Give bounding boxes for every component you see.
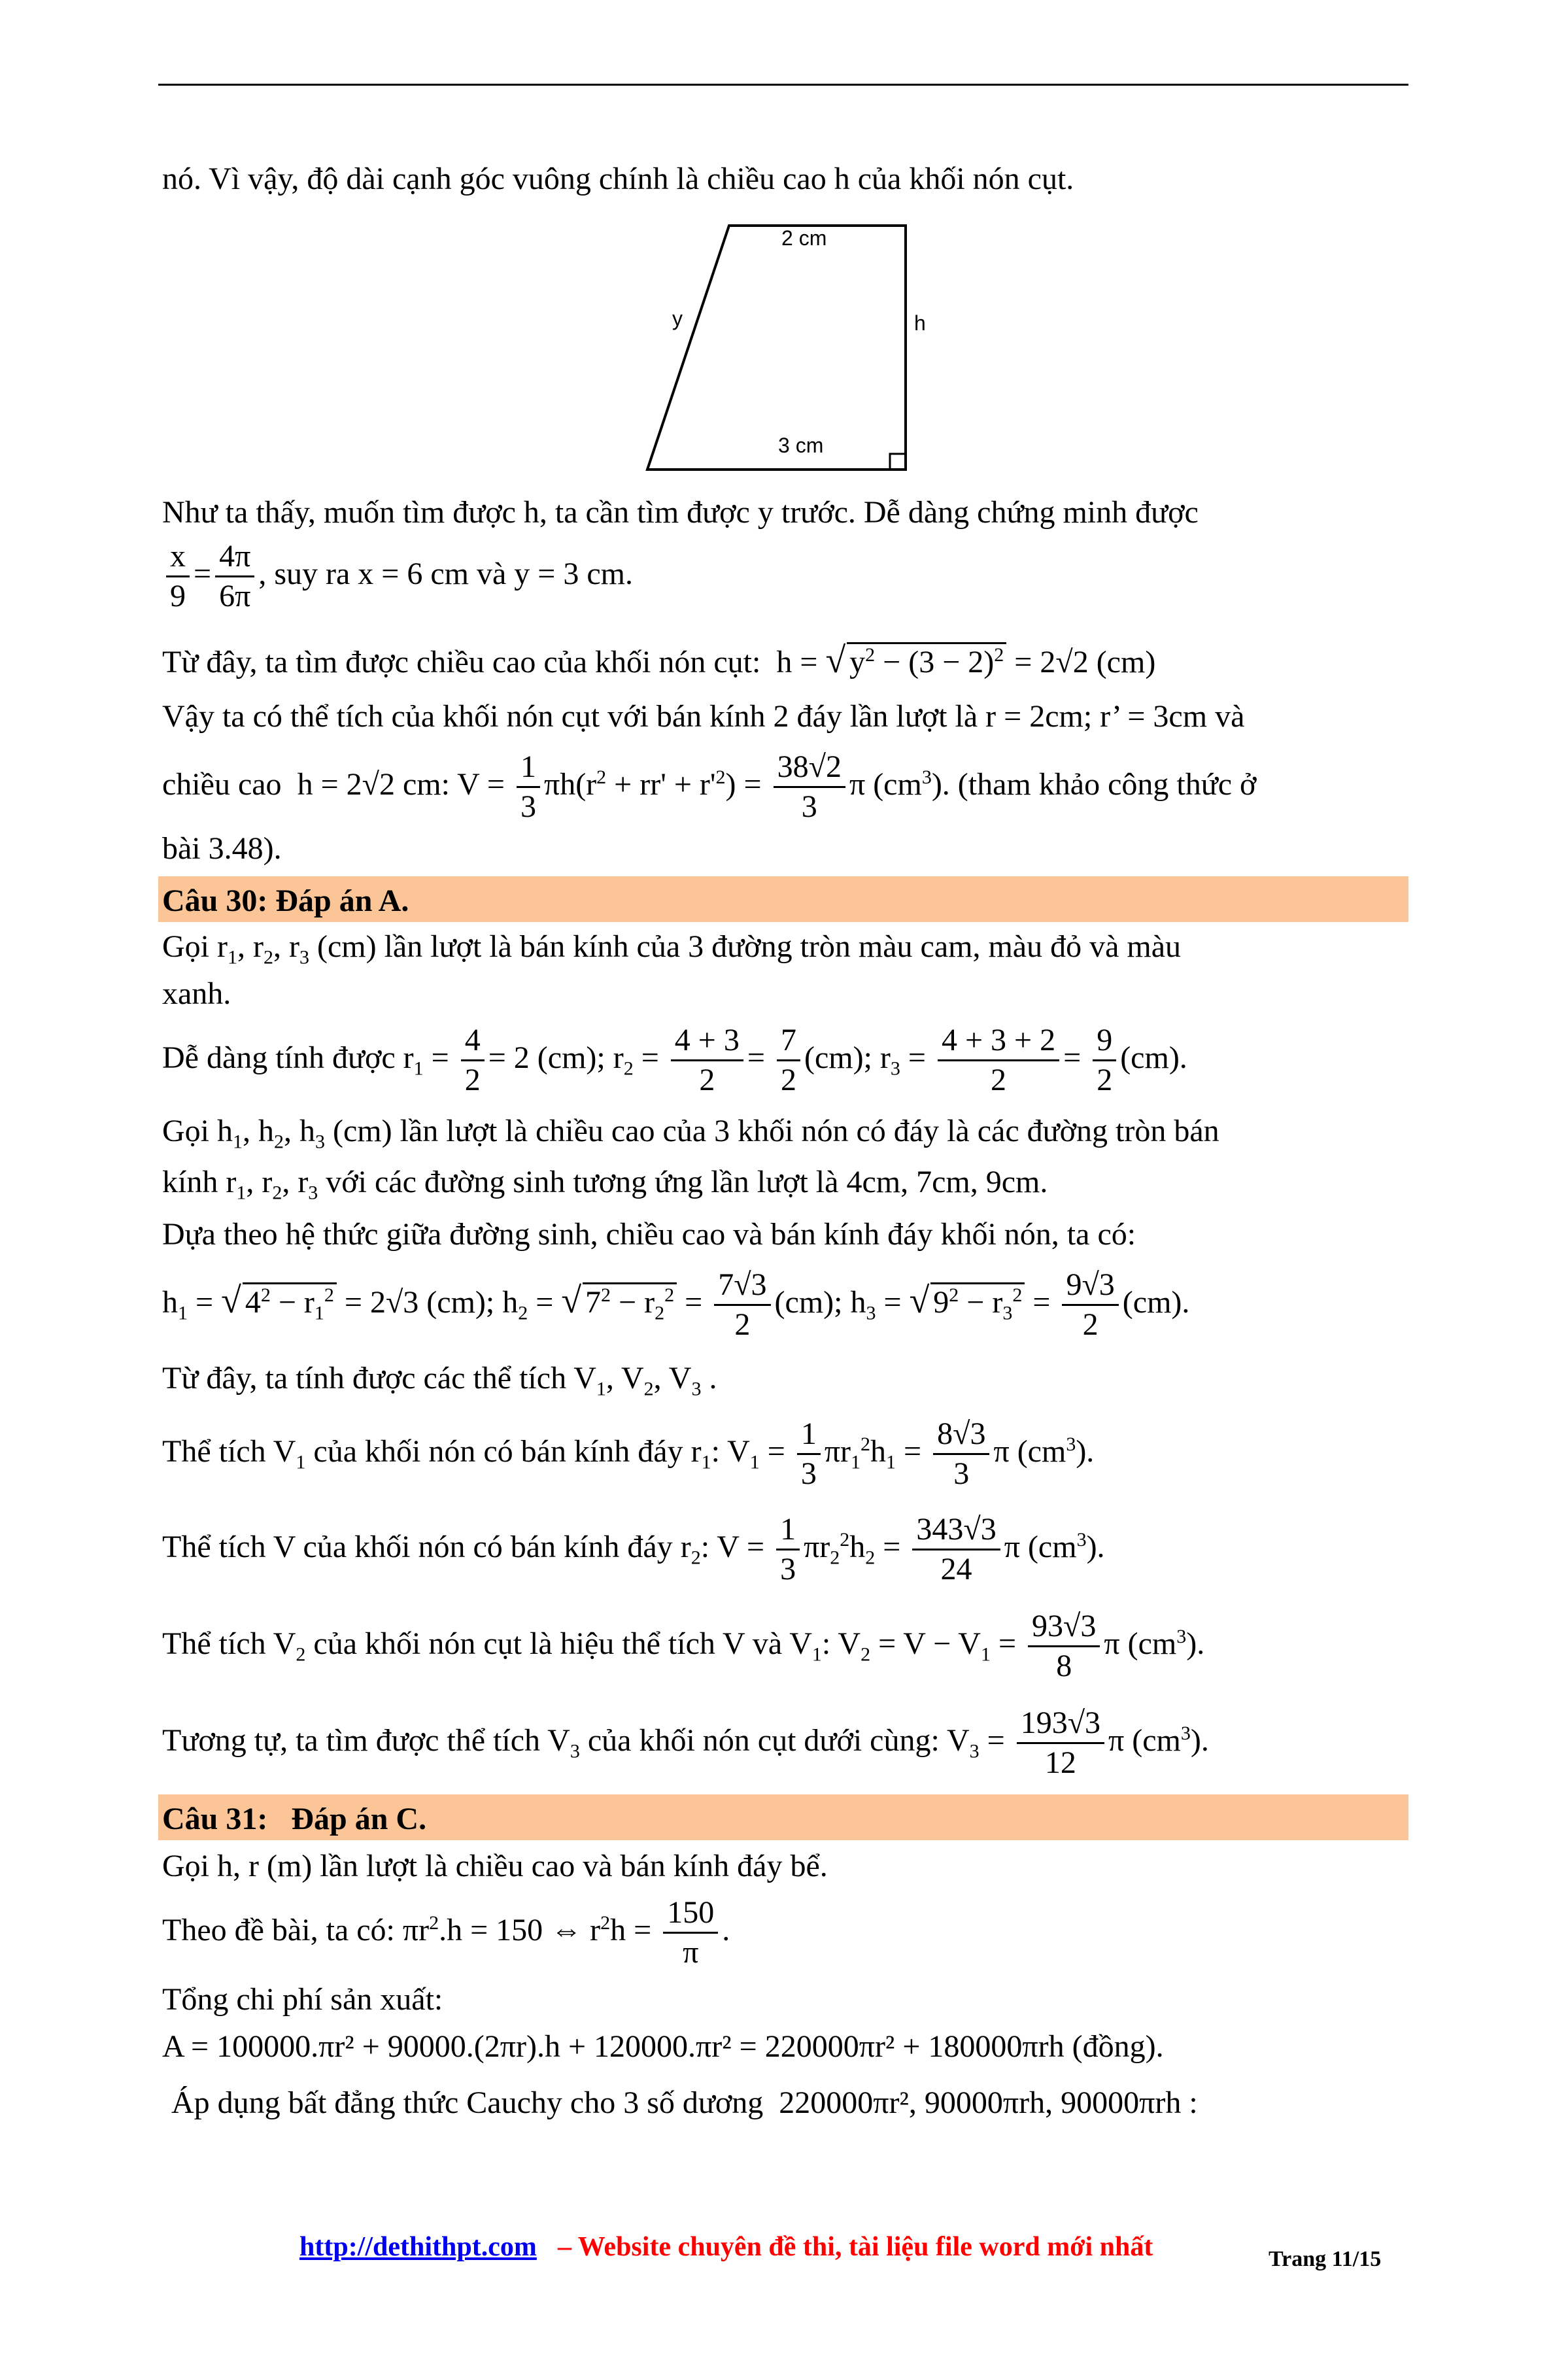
q30-paragraph-2: xanh. (162, 976, 231, 1011)
paragraph-3: Vậy ta có thể tích của khối nón cụt với bán kính 2 đáy lần lượt là r = 2cm; r’ = 3cm và (162, 699, 1245, 734)
footer-tagline: – Website chuyên đề thi, tài liệu file word mới nhất (558, 2232, 1153, 2262)
q30-volume-2: Thể tích $V_2$ của khối nón cụt là hiệu thể tích V và $V_1$: $V_2 = V - V_1$ = $\frac{93√3}{8}$ π $(cm^3)$. (162, 1609, 1205, 1684)
question-30-heading: Câu 30: Đáp án A. (162, 883, 409, 918)
q30-paragraph-5: kính $r_1$, $r_2$, $r_3$ với các đường sinh tương ứng lần lượt là 4cm, 7cm, 9cm. (162, 1165, 1048, 1204)
intro-line: nó. Vì vậy, độ dài cạnh góc vuông chính là chiều cao h của khối nón cụt. (162, 162, 1074, 196)
paragraph-4: chiều cao h = 2√2 cm: V = $\frac{1}{3}$ $\pi h(r^2 + rr' + r'^2)$ = $\frac{38√2}{3}$ π $(cm^3)$. (tham khảo công thức ở (162, 749, 1257, 825)
figure-left-label: y (672, 307, 683, 330)
q30-volume-3: Tương tự, ta tìm được thể tích $V_3$ của khối nón cụt dưới cùng: $V_3$ = $\frac{193√3}{12}$ π $(cm^3)$. (162, 1705, 1209, 1781)
figure-bottom-label: 3 cm (778, 434, 824, 457)
q30-volume-v: Thể tích V của khối nón có bán kính đáy $r_2$: V = $\frac{1}{3}$ $\pi r_2^2h_2$ = $\frac{343√3}{24}$ π $(cm^3)$. (162, 1512, 1105, 1587)
trapezoid-figure (641, 216, 926, 477)
q31-paragraph-2: Theo đề bài, ta có: $\pi r^2.h = 150$ ⇔ $r^2h$ = $\frac{150}{\pi}$ . (162, 1895, 730, 1970)
paragraph-5: bài 3.48). (162, 831, 282, 866)
header-rule (158, 84, 1408, 86)
q30-heights-formula: $h_1$ = √ $4^2 - r_1^2 = 2√3$ (cm); $h_2$ = √ $7^2 - r_2^2$ = $\frac{7√3}{2}$ (cm); $h_3$ = √ $9^2 - r_3^2$ = $\frac{9√3}{2}$ (cm). (162, 1267, 1190, 1343)
q30-paragraph-4: Gọi $h_1$, $h_2$, $h_3$ (cm) lần lượt là chiều cao của 3 khối nón có đáy là các đường tròn bán (162, 1114, 1219, 1153)
figure-right-label: h (914, 311, 926, 335)
paragraph-2: Từ đây, ta tìm được chiều cao của khối nón cụt: h = √ $y^2 - (3 - 2)^2 = 2√2$ (cm) (162, 640, 1156, 681)
question-31-heading: Câu 31: Đáp án C. (162, 1802, 427, 1836)
q30-paragraph-8: Từ đây, ta tính được các thể tích $V_1$, $V_2$, $V_3$ . (162, 1361, 717, 1400)
q31-paragraph-1: Gọi h, r (m) lần lượt là chiều cao và bán kính đáy bể. (162, 1849, 828, 1883)
q31-cost-formula: A = 100000.πr² + 90000.(2πr).h + 120000.πr² = 220000πr² + 180000πrh (đồng). (162, 2029, 1164, 2064)
paragraph-1b: $\frac{x}{9}$ = $\frac{4\pi}{6\pi}$ , suy ra x = 6 cm và y = 3 cm. (162, 540, 633, 613)
q30-volume-1: Thể tích $V_1$ của khối nón có bán kính đáy $r_1$: $V_1$ = $\frac{1}{3}$ $\pi r_1^2h_1$ = $\frac{8√3}{3}$ π $(cm^3)$. (162, 1416, 1095, 1492)
paragraph-1: Như ta thấy, muốn tìm được h, ta cần tìm được y trước. Dễ dàng chứng minh được (162, 495, 1199, 530)
q30-paragraph-6: Dựa theo hệ thức giữa đường sinh, chiều cao và bán kính đáy khối nón, ta có: (162, 1217, 1136, 1252)
q31-paragraph-3: Tổng chi phí sản xuất: (162, 1982, 443, 2017)
figure-top-label: 2 cm (781, 226, 827, 250)
page-number: Trang 11/15 (1269, 2247, 1382, 2271)
q30-paragraph-3: Dễ dàng tính được $r_1$ = $\frac{4}{2}$ = 2 (cm); $r_2$ = $\frac{4 + 3}{2}$ = $\frac{7}{2}$ (cm); $r_3$ = $\frac{4 + 3 + 2}{2}$ = $\frac{9}{2}$ (cm). (162, 1023, 1187, 1098)
q31-paragraph-5: Áp dụng bất đẳng thức Cauchy cho 3 số dương 220000πr², 90000πrh, 90000πrh : (171, 2085, 1198, 2120)
q30-paragraph-1: Gọi $r_1$, $r_2$, $r_3$ (cm) lần lượt là bán kính của 3 đường tròn màu cam, màu đỏ và màu (162, 929, 1182, 968)
footer-link[interactable]: http://dethithpt.com (299, 2232, 537, 2262)
